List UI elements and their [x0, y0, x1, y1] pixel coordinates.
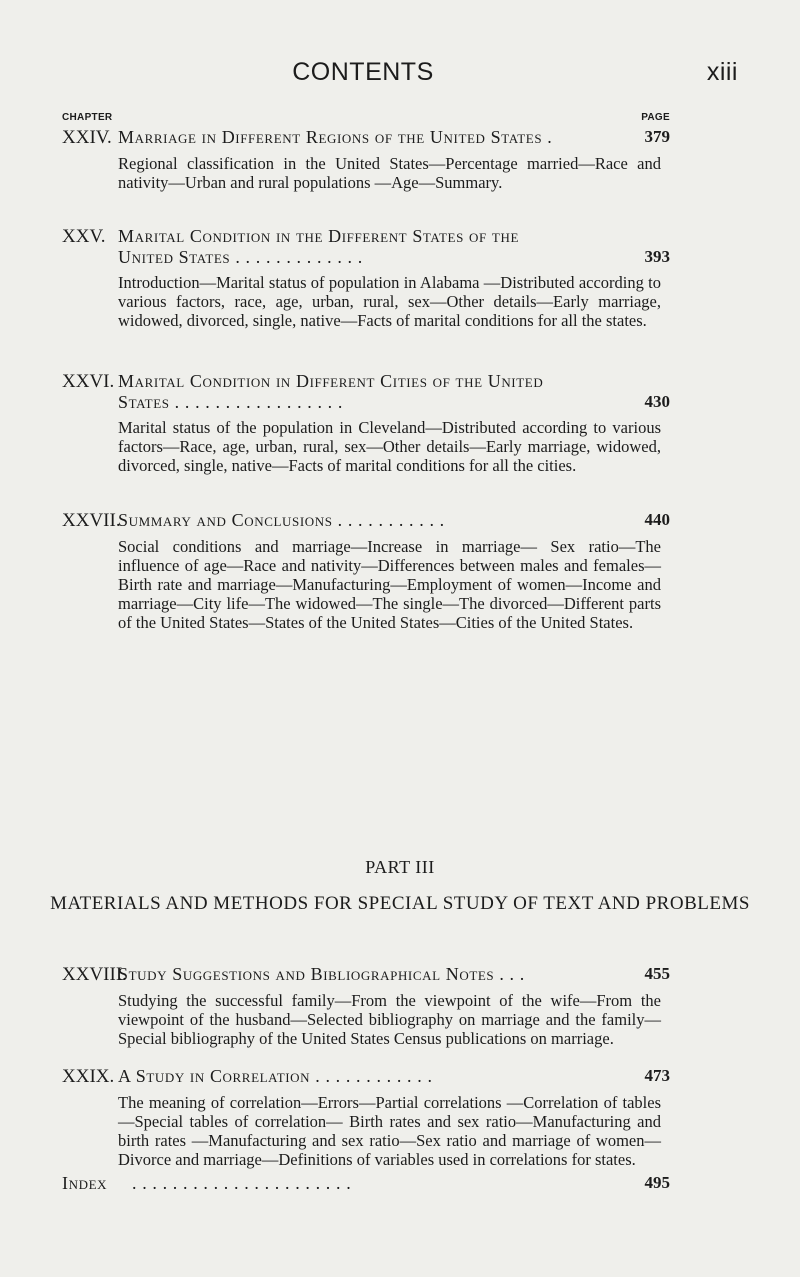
- chapter-page: 440: [644, 510, 670, 529]
- chapter-page: 379: [644, 127, 670, 146]
- index-label: Index: [62, 1173, 108, 1193]
- chapter-summary: Introduction—Marital status of population in Alabama —Distributed according to various factors, race, age, urban, rural, sex—Other details—Early marriage, widowed, divorced, single, native—Facts of marital conditions for all the states.: [118, 273, 661, 330]
- chapter-page: 430: [644, 392, 670, 411]
- page-folio: xiii: [706, 58, 738, 86]
- index-page: 495: [644, 1173, 670, 1192]
- toc-entry: [62, 510, 670, 632]
- index-entry: [62, 1173, 670, 1194]
- chapter-numeral: XXVI.: [62, 371, 115, 392]
- part-title: MATERIALS AND METHODS FOR SPECIAL STUDY OF TEXT AND PROBLEMS: [50, 893, 750, 914]
- chapter-title: A Study in Correlation . . . . . . . . . . . .: [118, 1066, 433, 1086]
- chapter-page: 393: [644, 247, 670, 266]
- chapter-page: 455: [644, 964, 670, 983]
- chapter-numeral: XXV.: [62, 226, 106, 247]
- chapter-numeral: XXVII.: [62, 510, 121, 531]
- toc-entry: [62, 226, 670, 330]
- chapter-title: Marriage in Different Regions of the United States .: [118, 127, 553, 147]
- chapter-title: Marital Condition in the Different States of the: [118, 226, 519, 246]
- chapter-title: Marital Condition in Different Cities of the United: [118, 371, 544, 391]
- toc-entry: [62, 1066, 670, 1169]
- chapter-page: 473: [644, 1066, 670, 1085]
- toc-entry: [62, 964, 670, 1048]
- chapter-summary: Regional classification in the United States—Percentage married—Race and nativity—Urban and rural populations —Age—Summary.: [118, 154, 661, 192]
- chapter-numeral: XXIV.: [62, 127, 112, 148]
- chapter-title-continued: United States . . . . . . . . . . . . .: [118, 247, 363, 267]
- chapter-title-continued: States . . . . . . . . . . . . . . . . .: [118, 392, 343, 412]
- chapter-title: Study Suggestions and Bibliographical Notes . . .: [118, 964, 525, 984]
- chapter-summary: Social conditions and marriage—Increase in marriage— Sex ratio—The influence of age—Race and nativity—Differences between males and females—Birth rate and marriage—Manufacturing—Employment of women—Income and marriage—City life—The widowed—The single—The divorced—Different parts of the United States—States of the United States—Cities of the United States.: [118, 537, 661, 632]
- chapter-summary: Studying the successful family—From the viewpoint of the wife—From the viewpoint of the husband—Selected bibliography on marriage and the family—Special bibliography of the United States Census publications on marriage.: [118, 991, 661, 1048]
- chapter-summary: The meaning of correlation—Errors—Partial correlations —Correlation of tables—Special tables of correlation— Birth rates and sex ratio—Manufacturing and birth rates —Manufacturing and sex ratio—Sex ratio and marriage of women—Divorce and marriage—Definitions of variables used in correlations for states.: [118, 1093, 661, 1169]
- toc-entry: [62, 371, 670, 475]
- toc-entry: [62, 127, 670, 192]
- chapter-summary: Marital status of the population in Cleveland—Distributed according to various factors—Race, age, urban, rural, sex—Other details—Early marriage, widowed, divorced, single, native—Facts of marital conditions for all the cities.: [118, 418, 661, 475]
- chapter-numeral: XXIX.: [62, 1066, 115, 1087]
- index-leader: . . . . . . . . . . . . . . . . . . . . . .: [132, 1173, 352, 1193]
- page-column-label: PAGE: [641, 112, 670, 123]
- chapter-title: Summary and Conclusions . . . . . . . . . . .: [118, 510, 445, 530]
- part-label: PART III: [365, 857, 435, 877]
- page-title: CONTENTS: [292, 58, 434, 86]
- chapter-numeral: XXVIII.: [62, 964, 127, 985]
- chapter-column-label: CHAPTER: [62, 112, 113, 123]
